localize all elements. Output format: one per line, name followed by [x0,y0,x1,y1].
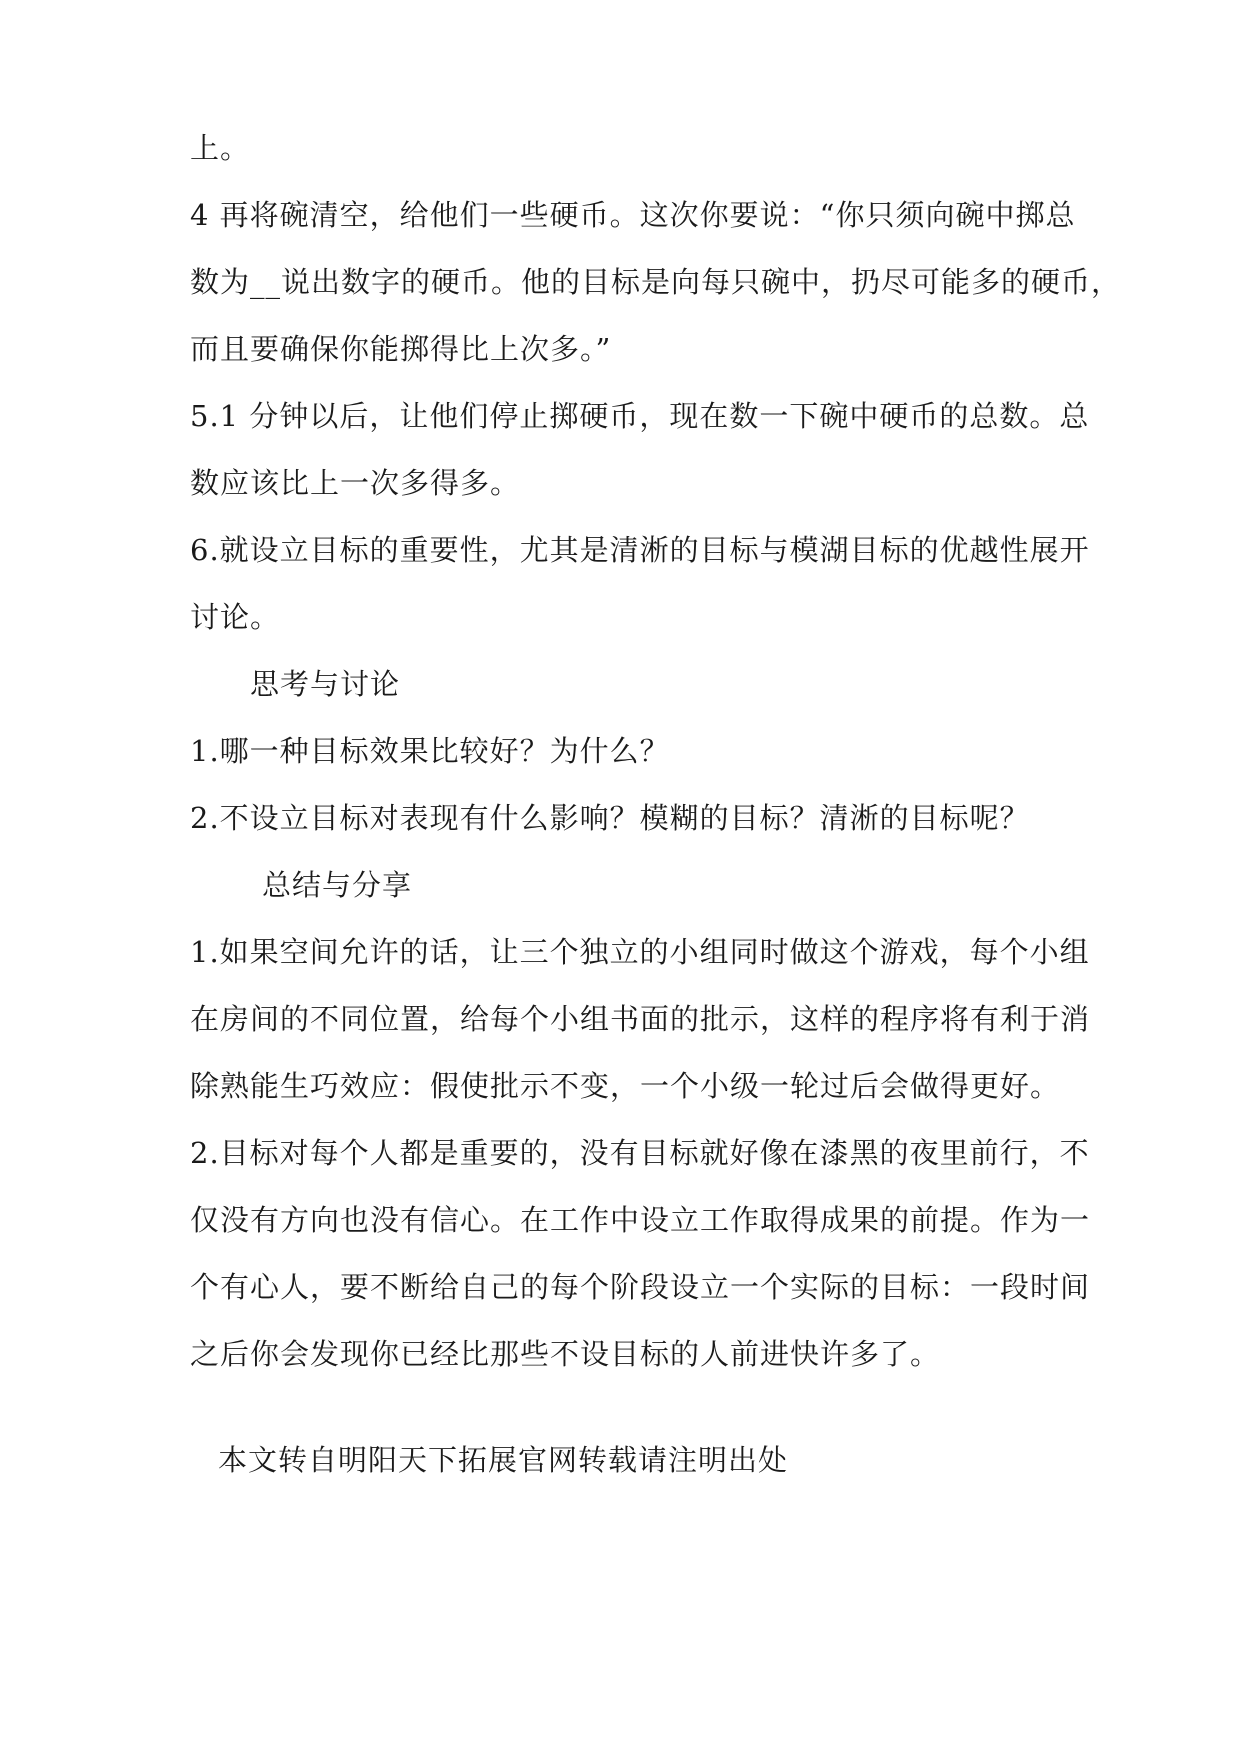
paragraph-line: 6.就设立目标的重要性，尤其是清淅的目标与模湖目标的优越性展开 [190,533,1090,567]
section-heading-discussion: 思考与讨论 [250,667,401,701]
paragraph-line: 之后你会发现你已经比那些不设目标的人前进快许多了。 [190,1337,941,1371]
paragraph-line: 在房间的不同位置，给每个小组书面的批示，这样的程序将有利于消 [190,1002,1091,1036]
paragraph-line: 1.如果空间允许的话，让三个独立的小组同时做这个游戏，每个小组 [190,935,1090,969]
paragraph-line: 除熟能生巧效应：假使批示不变，一个小级一轮过后会做得更好。 [190,1069,1061,1103]
paragraph-line: 仅没有方向也没有信心。在工作中设立工作取得成果的前提。作为一 [190,1203,1091,1237]
paragraph-line: 2.目标对每个人都是重要的，没有目标就好像在漆黑的夜里前行，不 [190,1136,1090,1170]
paragraph-line: 5.1 分钟以后，让他们停止掷硬币，现在数一下碗中硬币的总数。总 [190,399,1090,433]
question-line: 2.不设立目标对表现有什么影响？模糊的目标？清淅的目标呢？ [190,801,1030,835]
section-heading-summary: 总结与分享 [262,868,413,902]
paragraph-line: 数应该比上一次多得多。 [190,466,521,500]
paragraph-line: 讨论。 [190,600,281,634]
paragraph-line: 上。 [190,131,251,165]
source-footer: 本文转自明阳天下拓展官网转载请注明出处 [218,1443,789,1477]
paragraph-line: 而且要确保你能掷得比上次多。” [190,332,612,366]
paragraph-line: 4 再将碗清空，给他们一些硬币。这次你要说：“你只须向碗中掷总 [190,198,1076,232]
paragraph-line: 数为__说出数字的硬币。他的目标是向每只碗中，扔尽可能多的硬币， [190,265,1122,299]
question-line: 1.哪一种目标效果比较好？为什么？ [190,734,670,768]
paragraph-line: 个有心人，要不断给自己的每个阶段设立一个实际的目标：一段时间 [190,1270,1091,1304]
